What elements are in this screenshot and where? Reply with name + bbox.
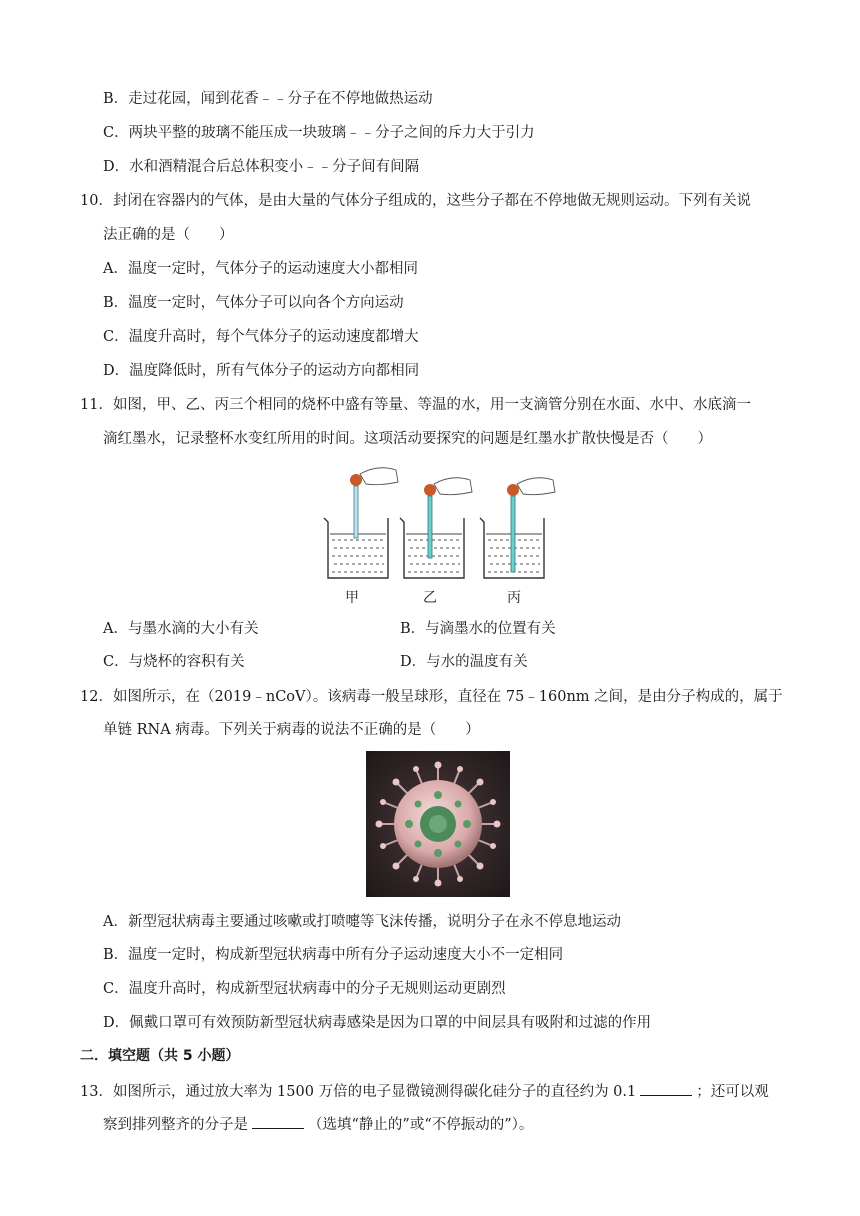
q11-stem-line1: 11．如图，甲、乙、丙三个相同的烧杯中盛有等量、等温的水，用一支滴管分别在水面、水中、水底滴一 xyxy=(80,397,751,413)
q10-stem-line1: 10．封闭在容器内的气体，是由大量的气体分子组成的，这些分子都在不停地做无规则运动。下列有关说 xyxy=(80,193,751,209)
beaker-jia xyxy=(324,468,398,578)
figure-label-jia: 甲 xyxy=(345,590,359,606)
q12-stem-line2: 单链 RNA 病毒。下列关于病毒的说法不正确的是（ ） xyxy=(103,722,480,738)
q13-stem-line2-part2: （选填“静止的”或“不停振动的”）。 xyxy=(308,1117,534,1133)
section-title: 二．填空题（共 5 小题） xyxy=(80,1048,240,1064)
q10-option-c: C．温度升高时，每个气体分子的运动速度都增大 xyxy=(103,329,419,345)
q11-stem-line2: 滴红墨水，记录整杯水变红所用的时间。这项活动要探究的问题是红墨水扩散快慢是否（ ） xyxy=(103,431,712,447)
q10-stem-line2: 法正确的是（ ） xyxy=(103,227,234,243)
q13-stem-line1-part2: ；还可以观 xyxy=(696,1084,769,1100)
figure-label-bing: 丙 xyxy=(507,590,521,606)
answer-blank-2[interactable] xyxy=(252,1114,304,1129)
q11-option-d: D．与水的温度有关 xyxy=(400,654,528,670)
q12-option-a: A．新型冠状病毒主要通过咳嗽或打喷嚏等飞沫传播，说明分子在永不停息地运动 xyxy=(103,914,621,930)
q9-option-b: B．走过花园，闻到花香﹣﹣分子在不停地做热运动 xyxy=(103,91,433,107)
q12-option-d: D．佩戴口罩可有效预防新型冠状病毒感染是因为口罩的中间层具有吸附和过滤的作用 xyxy=(103,1015,652,1031)
q11-option-c: C．与烧杯的容积有关 xyxy=(103,654,245,670)
beaker-bing xyxy=(480,478,555,578)
q11-option-a: A．与墨水滴的大小有关 xyxy=(103,621,259,637)
q10-option-d: D．温度降低时，所有气体分子的运动方向都相同 xyxy=(103,363,420,379)
figure-label-yi: 乙 xyxy=(423,590,437,606)
q12-option-b: B．温度一定时，构成新型冠状病毒中所有分子运动速度大小不一定相同 xyxy=(103,947,564,963)
q10-option-a: A．温度一定时，气体分子的运动速度大小都相同 xyxy=(103,261,418,277)
q11-option-b: B．与滴墨水的位置有关 xyxy=(400,621,556,637)
q13-stem-line1 xyxy=(80,1081,769,1102)
q9-option-c: C．两块平整的玻璃不能压成一块玻璃﹣﹣分子之间的斥力大于引力 xyxy=(103,125,535,141)
q13-stem-line2 xyxy=(103,1114,533,1135)
q13-stem-line1-part1: 13．如图所示，通过放大率为 1500 万倍的电子显微镜测得碳化硅分子的直径约为 0.1 xyxy=(80,1084,637,1100)
beaker-yi xyxy=(400,478,472,578)
q9-option-d: D．水和酒精混合后总体积变小﹣﹣分子间有间隔 xyxy=(103,159,420,175)
q12-option-c: C．温度升高时，构成新型冠状病毒中的分子无规则运动更剧烈 xyxy=(103,981,506,997)
q10-option-b: B．温度一定时，气体分子可以向各个方向运动 xyxy=(103,295,404,311)
virus-image xyxy=(366,751,510,897)
q13-stem-line2-part1: 察到排列整齐的分子是 xyxy=(103,1117,248,1133)
answer-blank-1[interactable] xyxy=(640,1081,692,1096)
q12-stem-line1: 12．如图所示，在（2019﹣nCoV）。该病毒一般呈球形，直径在 75﹣160nm 之间，是由分子构成的，属于 xyxy=(80,689,783,705)
